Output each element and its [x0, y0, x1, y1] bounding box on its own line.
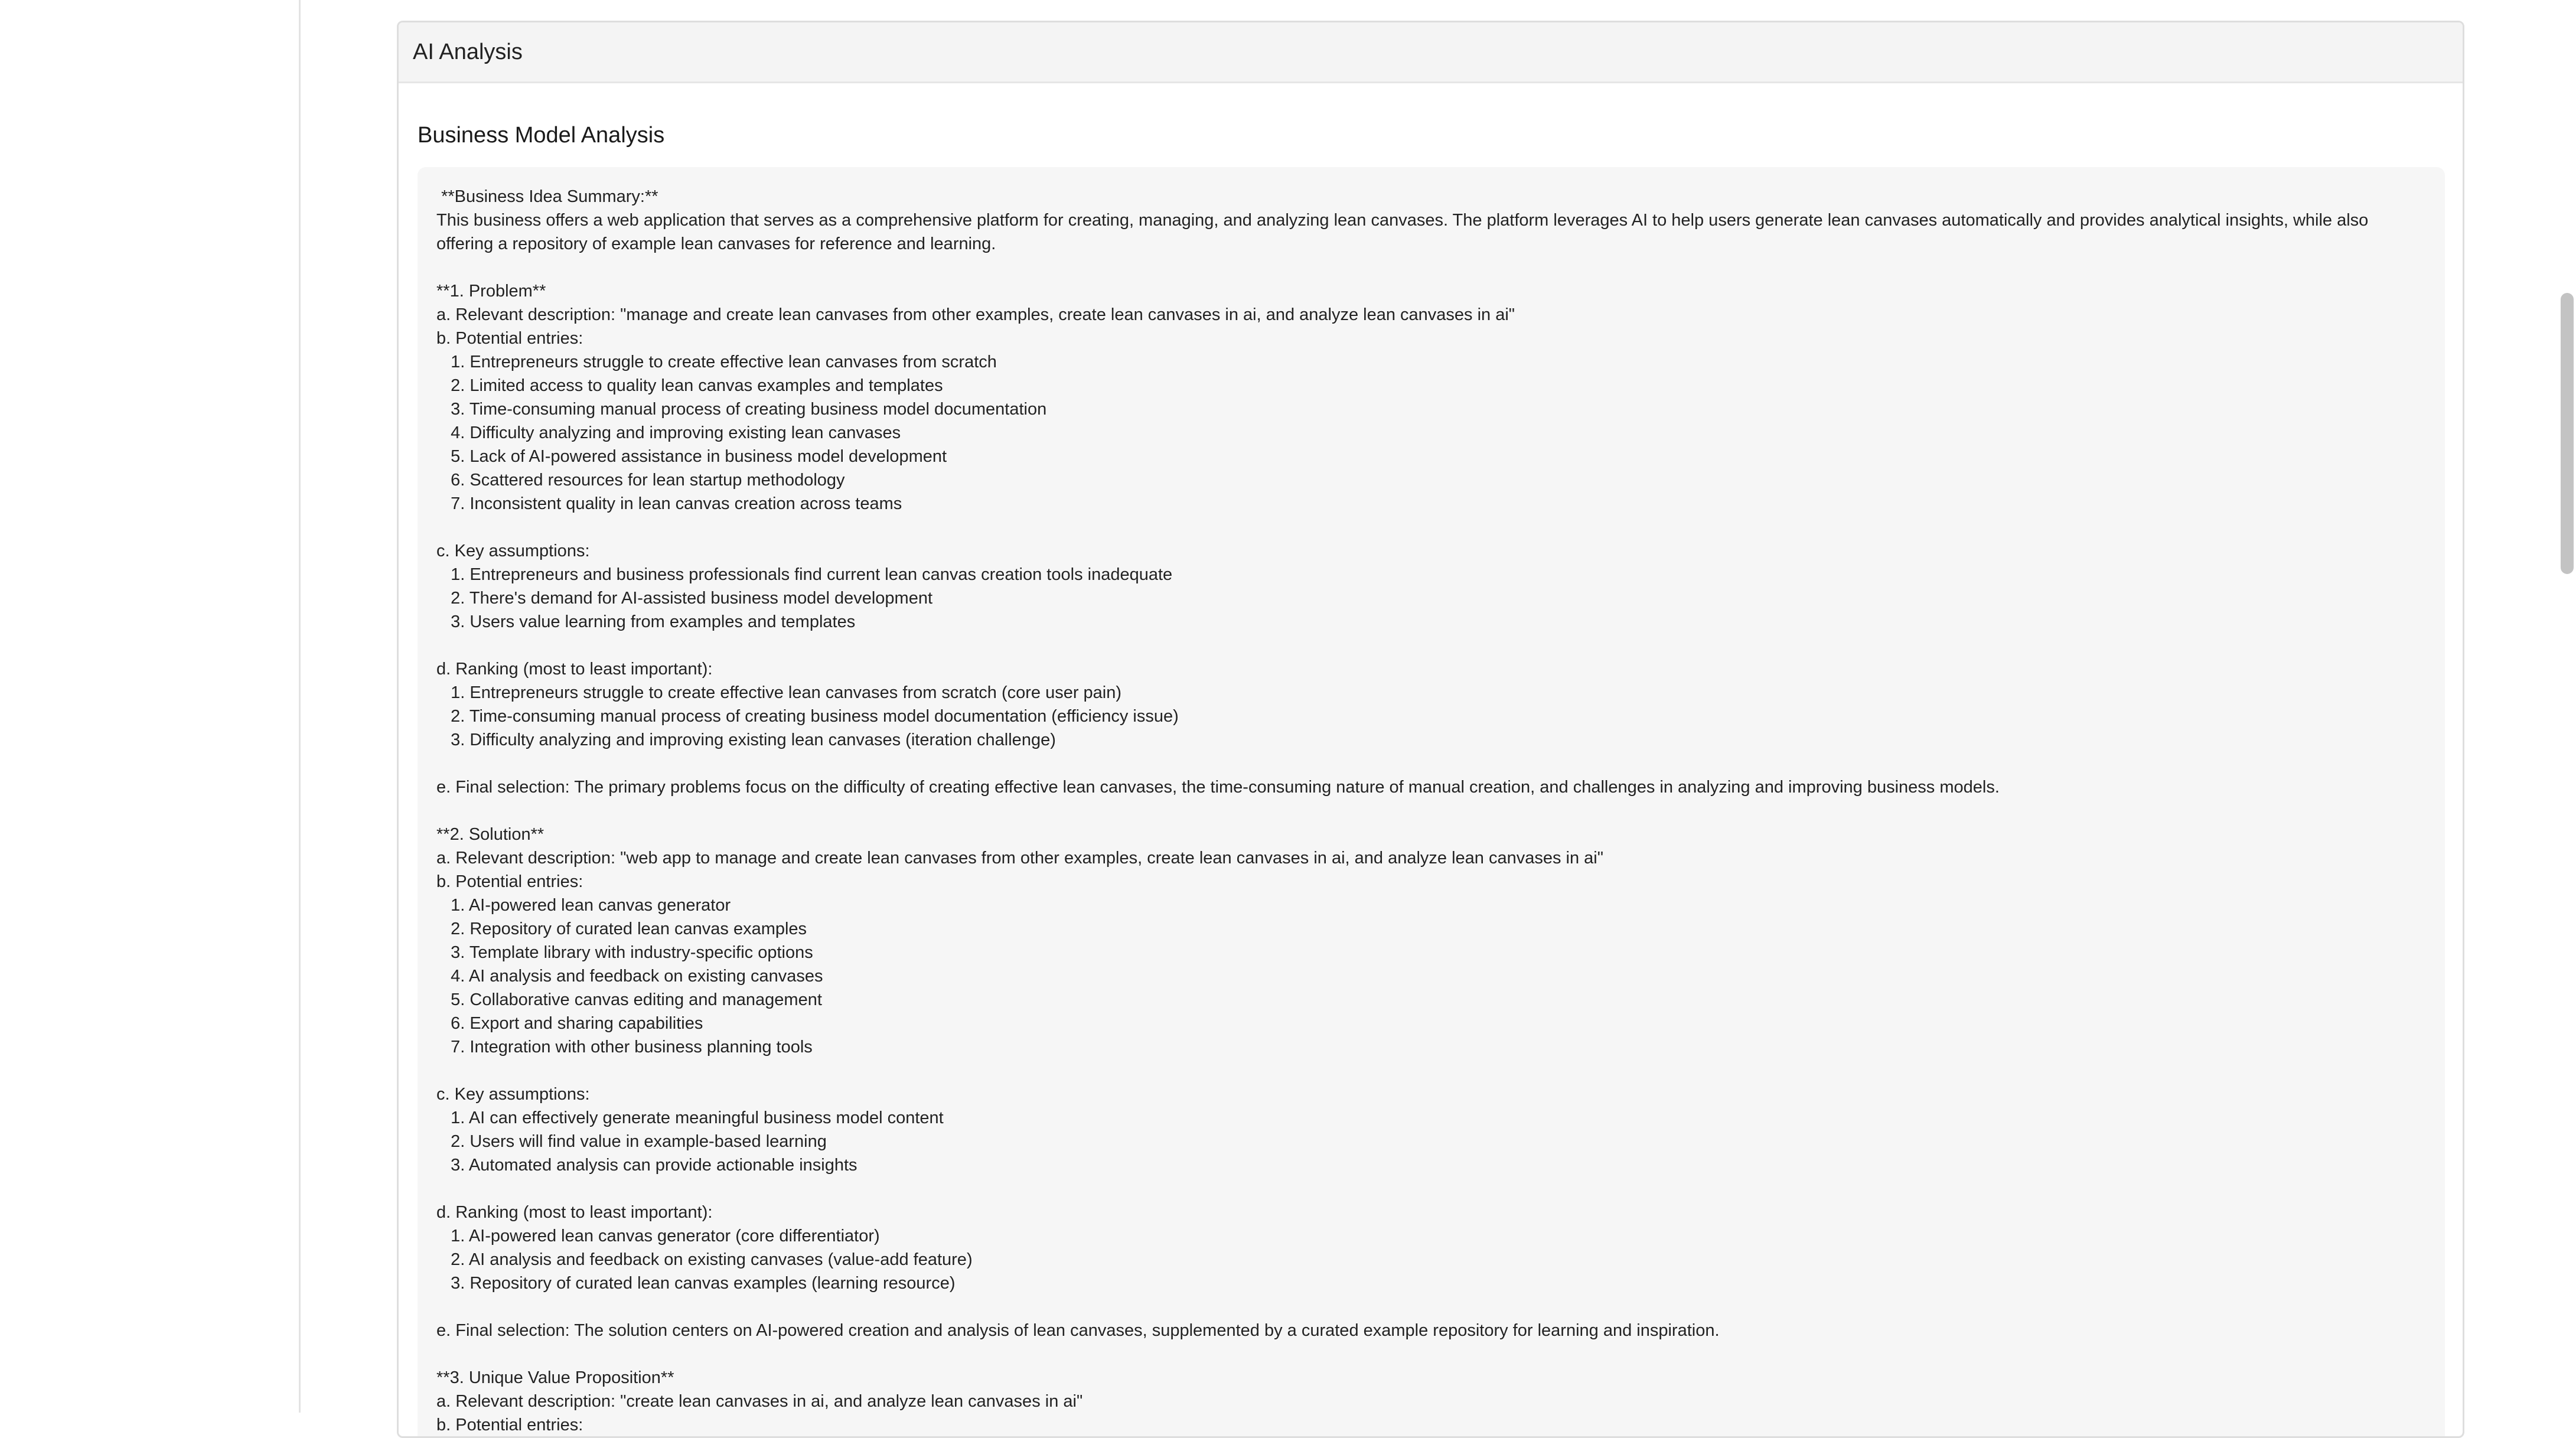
panel-header	[399, 22, 2463, 83]
analysis-content-box	[418, 167, 2445, 1438]
left-sidebar	[0, 0, 301, 1413]
scrollbar-thumb[interactable]	[2561, 293, 2574, 574]
analysis-text: **Business Idea Summary:** This business offers a web application that serves as a comprehensive platform for creating, managing, and analyzing lean canvases. The platform leverages AI to help users generate lean canvases automatically and provides analytical insights, while also offering a repository of example lean canvases for reference and learning. **1. Problem** a. Relevant description: "manage and create lean canvases from other examples, create lean canvases in ai, and analyze lean canvases in ai" b. Potential entries: 1. Entrepreneurs struggle to create effective lean canvases from scratch 2. Limited access to quality lean canvas examples and templates 3. Time-consuming manual process of creating business model documentation 4. Difficulty analyzing and improving existing lean canvases 5. Lack of AI-powered assistance in business model development 6. Scattered resources for lean startup methodology 7. Inconsistent quality in lean canvas creation across teams c. Key assumptions: 1. Entrepreneurs and business professionals find current lean canvas creation tools inadequate 2. There's demand for AI-assisted business model development 3. Users value learning from examples and templates d. Ranking (most to least important): 1. Entrepreneurs struggle to create effective lean canvases from scratch (core user pain) 2. Time-consuming manual process of creating business model documentation (efficiency issue) 3. Difficulty analyzing and improving existing lean canvases (iteration challenge) e. Final selection: The primary problems focus on the difficulty of creating effective lean canvases, the time-consuming nature of manual creation, and challenges in analyzing and improving business models. **2. Solution** a. Relevant description: "web app to manage and create lean canvases from other examples, create lean canvases in ai, and analyze lean canvases in ai" b. Potential entries: 1. AI-powered lean canvas generator 2. Repository of curated lean canvas examples 3. Template library with industry-specific options 4. AI analysis and feedback on existing canvases 5. Collaborative canvas editing and management 6. Export and sharing capabilities 7. Integration with other business planning tools c. Key assumptions: 1. AI can effectively generate meaningful business model content 2. Users will find value in example-based learning 3. Automated analysis can provide actionable insights d. Ranking (most to least important): 1. AI-powered lean canvas generator (core differentiator) 2. AI analysis and feedback on existing canvases (value-add feature) 3. Repository of curated lean canvas examples (learning resource) e. Final selection: The solution centers on AI-powered creation and analysis of lean canvases, supplemented by a curated example repository for learning and inspiration. **3. Unique Value Proposition** a. Relevant description: "create lean canvases in ai, and analyze lean canvases in ai" b. Potential entries:	[436, 187, 2369, 1434]
main-content	[302, 0, 2576, 1434]
section-title: Business Model Analysis	[418, 123, 665, 148]
panel-title: AI Analysis	[413, 39, 523, 64]
ai-analysis-panel	[397, 21, 2464, 1438]
page-scrollbar[interactable]	[2556, 0, 2576, 1413]
